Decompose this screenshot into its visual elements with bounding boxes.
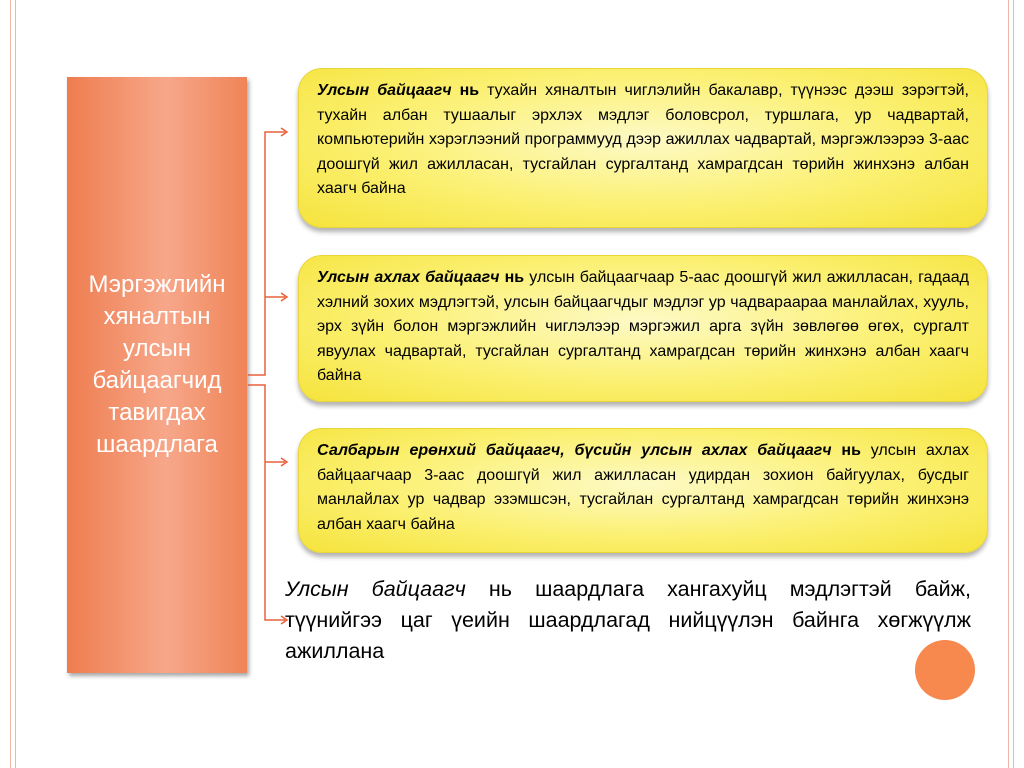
connector-bracket-bottom <box>248 385 285 620</box>
requirement-card-senior-inspector <box>298 255 988 402</box>
summary-note <box>285 574 971 667</box>
card-body: улсын байцаагчаар 5-аас доошгүй жил ажилласан, гадаад хэлний зохих мэдлэгтэй, улсын байцаагчдыг мэдлэг ур чадвараараа манлайлах, хууль, эрх зүйн болон мэргэжлийн чиглэлээр мэргэжил арга зүйн зөвлөгөө өгөх, сургалт явуулах чадвартай, тусгайлан сургалтанд хамрагдсан төрийн жинхэнэ албан хаагч байна <box>317 269 969 384</box>
requirement-card-general-inspector <box>298 428 988 553</box>
card-body: улсын ахлах байцаагчаар 3-аас доошгүй жил ажилласан удирдан зохион байгуулах, бусдыг манлайлах ур чадвар эзэмшсэн, тусгайлан сургалтанд хамрагдсан төрийн жинхэнэ албан хаагч байна <box>317 442 969 533</box>
note-lead: Улсын байцаагч <box>285 577 466 601</box>
card-lead: Салбарын ерөнхий байцаагч, бүсийн улсын ахлах байцаагч <box>317 442 832 459</box>
card-lead-suffix: нь <box>451 82 480 99</box>
card-lead: Улсын байцаагч <box>317 82 452 99</box>
card-lead-suffix: нь <box>499 269 525 286</box>
card-lead-suffix: нь <box>831 442 861 459</box>
decorative-circle <box>915 640 975 700</box>
note-body: нь шаардлага хангахуйц мэдлэгтэй байж, түүнийгээ цаг үеийн шаардлагад нийцүүлэн байнга хөгжүүлж ажиллана <box>285 577 971 663</box>
card-body: тухайн хяналтын чиглэлийн бакалавр, түүнээс дээш зэрэгтэй, тухайн албан тушаалыг эрхлэх мэдлэг боловсрол, туршлага, ур чадвартай, компьютерийн хэрэглээний программууд дээр ажиллах чадвартай, мэргэжлээрээ 3-аас доошгүй жил ажилласан, тусгайлан сургалтанд хамрагдсан төрийн жинхэнэ албан хаагч байна <box>317 82 969 197</box>
card-lead: Улсын ахлах байцаагч <box>317 269 500 286</box>
requirements-title: Мэргэжлийн хяналтын улсын байцаагчид тавигдах шаардлага <box>88 271 226 458</box>
requirement-card-inspector <box>298 68 988 228</box>
connector-bracket-top <box>248 132 285 375</box>
